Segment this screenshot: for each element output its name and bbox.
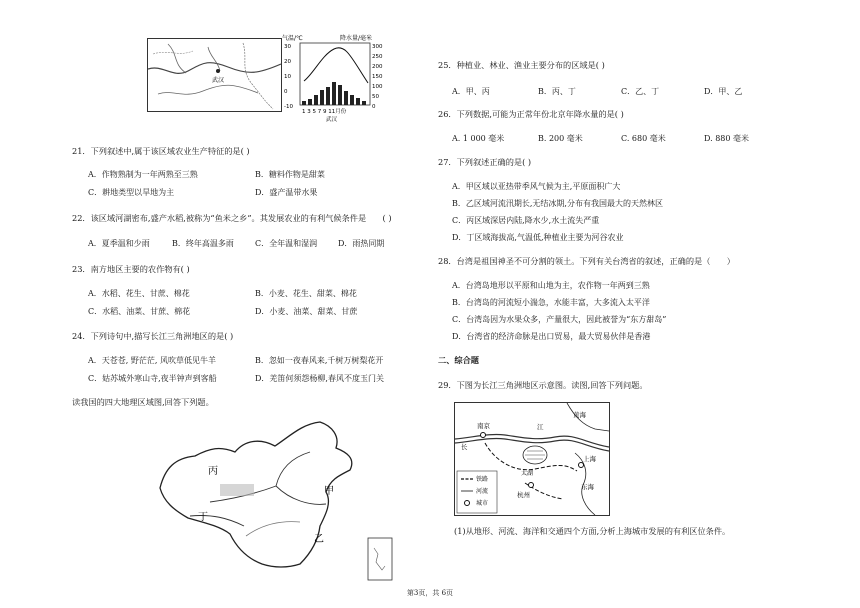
question-27: 27．下列叙述正确的是( ) (438, 157, 532, 167)
q21-option-c[interactable]: C．耕地类型以旱地为主 (88, 188, 175, 197)
right-tick-label: 300 (372, 44, 383, 50)
region-jia-label: 甲 (324, 486, 334, 497)
left-tick-label: 20 (284, 59, 291, 65)
region-bing-label: 丙 (208, 466, 218, 477)
x-ticks: 1 3 5 7 9 11月份 (302, 109, 347, 115)
question-29: 29．下图为长江三角洲地区示意图。读图,回答下列问题。 (438, 380, 648, 390)
label-chang: 长 (461, 443, 468, 451)
q25-option-c[interactable]: C．乙、丁 (621, 87, 660, 96)
q23-option-d[interactable]: D．小麦、油菜、甜菜、甘蔗 (255, 307, 358, 316)
chart-city: 武汉 (326, 117, 338, 123)
label-jiang: 江 (537, 423, 544, 431)
q23-option-a[interactable]: A．水稻、花生、甘蔗、棉花 (88, 289, 190, 298)
region-ding-label: 丁 (198, 512, 208, 523)
right-tick-label: 200 (372, 64, 383, 70)
q25-option-a[interactable]: A．甲、丙 (452, 87, 490, 96)
china-map-intro: 读我国的四大地理区域图,回答下列题。 (72, 397, 214, 407)
right-tick-label: 0 (372, 104, 376, 110)
q26-option-a[interactable]: A. 1 000 毫米 (452, 134, 505, 143)
q21-option-d[interactable]: D．盛产温带水果 (255, 188, 318, 197)
q22-option-a[interactable]: A．夏季温和少雨 (88, 239, 150, 248)
label-hangzhou: 杭州 (517, 491, 530, 499)
q24-option-d[interactable]: D．羌笛何须怨杨柳,春风不度玉门关 (255, 374, 384, 383)
right-tick-label: 150 (372, 74, 383, 80)
label-donghai: 东海 (581, 483, 594, 491)
legend-railway: 铁路 (476, 476, 489, 483)
question-21: 21．下列叙述中,属于该区域农业生产特征的是( ) (72, 146, 250, 156)
map-city-label: 武汉 (212, 77, 225, 84)
question-29-sub1: (1)从地形、河流、海洋和交通四个方面,分析上海城市发展的有利区位条件。 (454, 526, 731, 536)
q21-option-b[interactable]: B．糖料作物是甜菜 (255, 170, 325, 179)
question-28: 28．台湾是祖国神圣不可分割的领土。下列有关台湾省的叙述，正确的是（ ） (438, 256, 735, 266)
q28-option-b[interactable]: B．台湾岛的河流短小湍急，水能丰富，大多流入太平洋 (452, 298, 650, 307)
q22-option-c[interactable]: C．全年温和湿润 (255, 239, 318, 248)
q22-option-d[interactable]: D．雨热同期 (338, 239, 385, 248)
left-tick-label: 10 (284, 74, 291, 80)
y-left-label: 气温/℃ (282, 35, 303, 42)
left-tick-label: -10 (284, 104, 293, 110)
left-tick-label: 0 (284, 89, 288, 95)
q27-option-b[interactable]: B．乙区域河流汛期长,无结冰期,分布有我国最大的天然林区 (452, 199, 663, 208)
page-footer: 第3页，共 6页 (406, 589, 454, 597)
label-taihu: 太湖 (521, 470, 534, 477)
q26-option-d[interactable]: D. 880 毫米 (704, 134, 750, 143)
question-25: 25．种植业、林业、渔业主要分布的区域是( ) (438, 60, 605, 70)
question-26: 26．下列数据,可能为正常年份北京年降水量的是( ) (438, 109, 624, 119)
label-shanghai: 上海 (583, 455, 596, 463)
q25-option-d[interactable]: D．甲、乙 (704, 87, 743, 96)
q26-option-b[interactable]: B. 200 毫米 (538, 134, 583, 143)
china-regions-map (150, 418, 400, 590)
q23-option-b[interactable]: B．小麦、花生、甜菜、棉花 (255, 289, 357, 298)
region-yi-label: 乙 (314, 534, 324, 545)
q21-option-a[interactable]: A．作物熟制为一年两熟至三熟 (88, 170, 198, 179)
q24-option-b[interactable]: B．忽如一夜春风来,千树万树梨花开 (255, 356, 384, 365)
climate-chart (282, 33, 394, 123)
q28-option-a[interactable]: A．台湾岛地形以平原和山地为主，农作物一年两到三熟 (452, 281, 650, 290)
y-right-label: 降水量/毫米 (340, 35, 373, 42)
right-tick-label: 50 (372, 94, 379, 100)
region-map (148, 39, 281, 111)
q24-option-a[interactable]: A．天苍苍, 野茫茫, 风吹草低见牛羊 (88, 356, 216, 365)
q28-option-d[interactable]: D．台湾省的经济命脉是出口贸易，最大贸易伙伴是香港 (452, 332, 651, 341)
section-heading: 二、综合题 (438, 355, 479, 365)
q27-option-a[interactable]: A．甲区域以亚热带季风气候为主,平原面积广大 (452, 182, 621, 191)
q27-option-c[interactable]: C．丙区域深居内陆,降水少,水土流失严重 (452, 216, 600, 225)
label-nanjing: 南京 (477, 422, 490, 430)
legend-city: 城市 (476, 500, 489, 507)
q24-option-c[interactable]: C．姑苏城外寒山寺,夜半钟声到客船 (88, 374, 217, 383)
region-map-figure (147, 38, 282, 112)
yangtze-delta-map (454, 402, 610, 516)
left-tick-label: 30 (284, 44, 291, 50)
right-tick-label: 100 (372, 84, 383, 90)
q22-option-b[interactable]: B．终年高温多雨 (172, 239, 234, 248)
question-24: 24．下列诗句中,描写长江三角洲地区的是( ) (72, 331, 234, 341)
question-22: 22．该区域河湖密布,盛产水稻,被称为“鱼米之乡”。其发展农业的有利气候条件是 ( ) (72, 213, 392, 223)
q27-option-d[interactable]: D．丁区域海拔高,气温低,种植业主要为河谷农业 (452, 233, 624, 242)
q28-option-c[interactable]: C．台湾岛因为水果众多，产量很大，因此被誉为“东方甜岛” (452, 315, 667, 324)
q26-option-c[interactable]: C. 680 毫米 (621, 134, 666, 143)
legend-river: 河流 (476, 488, 489, 495)
question-23: 23．南方地区主要的农作物有( ) (72, 264, 190, 274)
q23-option-c[interactable]: C．水稻、油菜、甘蔗、棉花 (88, 307, 191, 316)
right-tick-label: 250 (372, 54, 383, 60)
q25-option-b[interactable]: B．丙、丁 (538, 87, 576, 96)
label-huanghai: 黄海 (573, 411, 586, 419)
